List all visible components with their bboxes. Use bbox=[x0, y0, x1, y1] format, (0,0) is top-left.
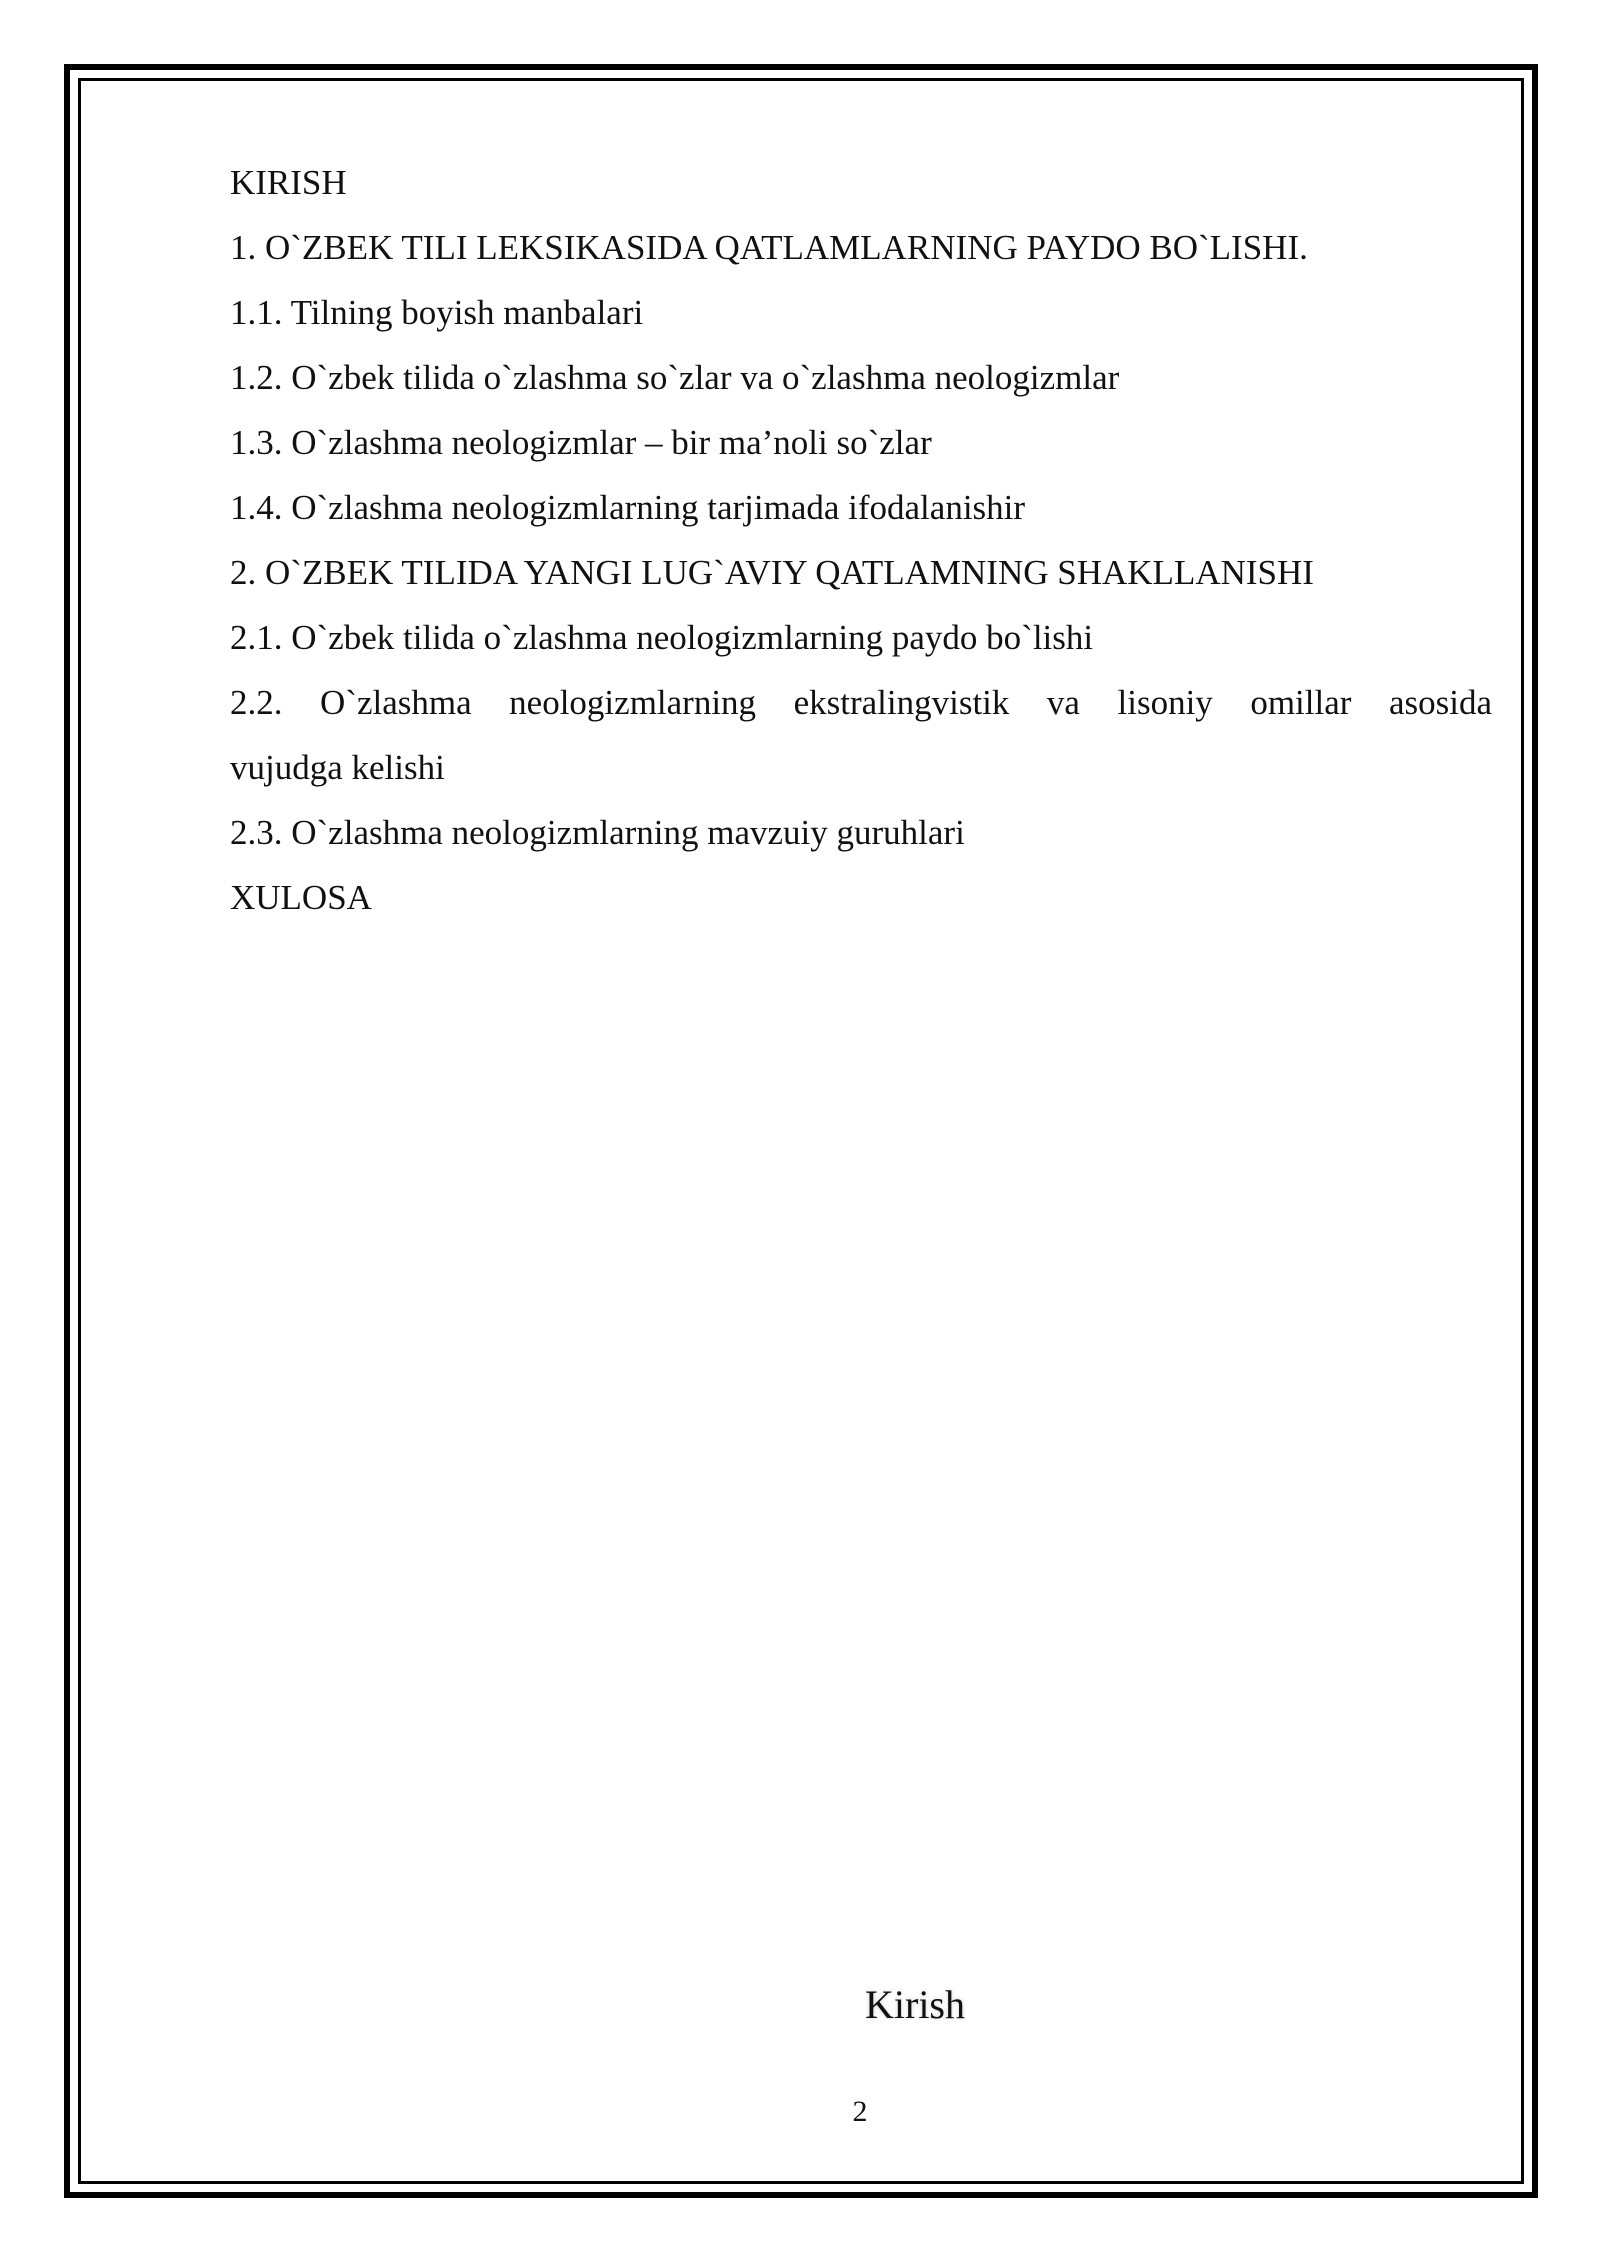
page-number: 2 bbox=[852, 2095, 868, 2128]
toc-item-chapter-1: 1. O`ZBEK TILI LEKSIKASIDA QATLAMLARNING PAYDO BO`LISHI. bbox=[230, 228, 1308, 267]
toc-item-1-3: 1.3. O`zlashma neologizmlar – bir ma’noli so`zlar bbox=[230, 423, 932, 462]
section-heading: Kirish bbox=[865, 1982, 965, 2027]
toc-item-1-4: 1.4. O`zlashma neologizmlarning tarjimada ifodalanishir bbox=[230, 488, 1026, 527]
toc-item-xulosa: XULOSA bbox=[230, 878, 372, 917]
toc-item-2-2-continuation: vujudga kelishi bbox=[230, 748, 445, 787]
toc-item-1-2: 1.2. O`zbek tilida o`zlashma so`zlar va o`zlashma neologizmlar bbox=[230, 358, 1120, 397]
toc-item-2-1: 2.1. O`zbek tilida o`zlashma neologizmlarning paydo bo`lishi bbox=[230, 618, 1094, 657]
toc-item-2-3: 2.3. O`zlashma neologizmlarning mavzuiy guruhlari bbox=[230, 813, 965, 852]
toc-item-1-1: 1.1. Tilning boyish manbalari bbox=[230, 293, 644, 332]
toc-item-kirish: KIRISH bbox=[230, 163, 347, 202]
toc-item-chapter-2: 2. O`ZBEK TILIDA YANGI LUG`AVIY QATLAMNING SHAKLLANISHI bbox=[230, 553, 1314, 592]
table-of-contents bbox=[230, 150, 1492, 930]
toc-item-2-2: 2.2. O`zlashma neologizmlarning ekstralingvistik va lisoniy omillar asosida bbox=[230, 683, 1492, 722]
